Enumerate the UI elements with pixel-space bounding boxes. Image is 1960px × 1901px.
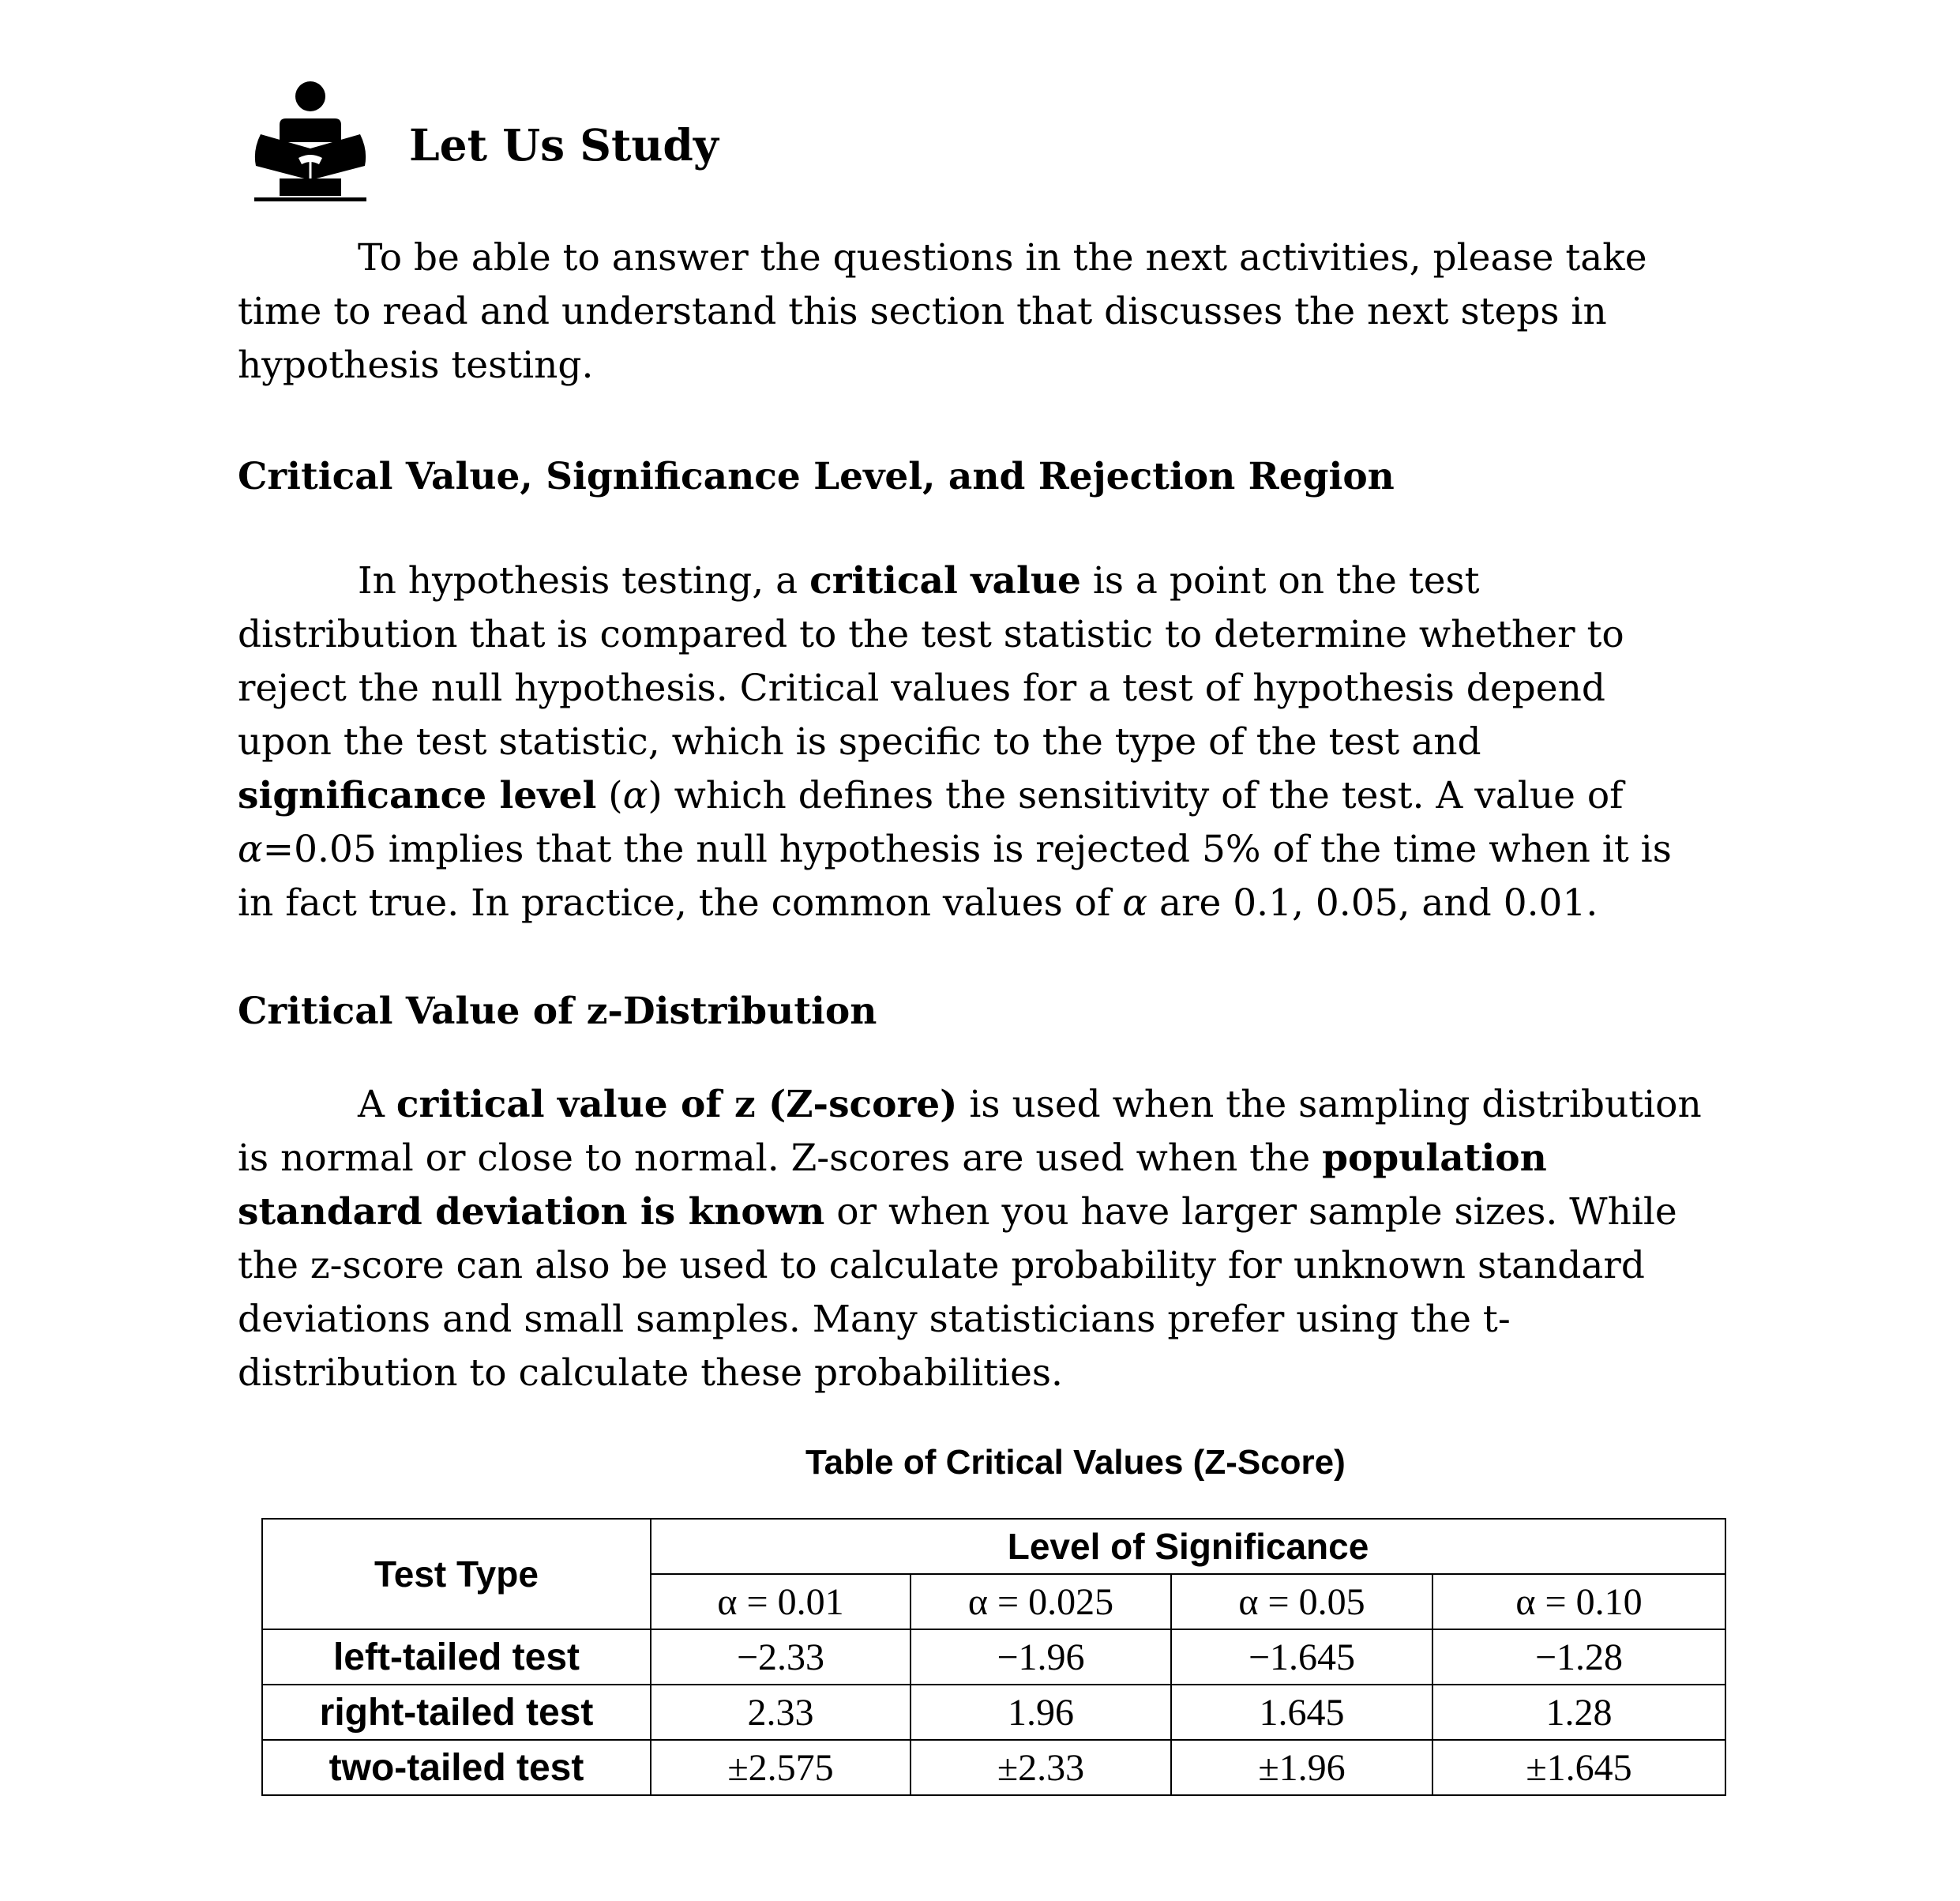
critical-value-paragraph	[238, 554, 1738, 930]
table-cell: −1.28	[1432, 1629, 1725, 1685]
term-critical-value: critical value	[809, 559, 1081, 603]
text: or when you have larger sample sizes. While	[824, 1190, 1677, 1234]
table-cell: ±2.33	[911, 1740, 1171, 1795]
term-significance-level: significance level	[238, 774, 597, 817]
table-row	[262, 1740, 1725, 1795]
table-cell: ±1.96	[1171, 1740, 1432, 1795]
intro-line: hypothesis testing.	[238, 344, 594, 387]
text: ) which defines the sensitivity of the test. A value of	[648, 774, 1624, 817]
text: (	[596, 774, 623, 817]
intro-line: To be able to answer the questions in the next activities, please take	[358, 236, 1647, 280]
table-cell: ±1.645	[1432, 1740, 1725, 1795]
term-sd-known: standard deviation is known	[238, 1190, 825, 1234]
alpha-symbol: α	[238, 828, 263, 871]
text: is a point on the test	[1080, 559, 1480, 603]
z-distribution-paragraph	[238, 1078, 1738, 1400]
row-label: left-tailed test	[262, 1629, 651, 1685]
text-line: the z-score can also be used to calculate probability for unknown standard	[238, 1244, 1645, 1287]
table-cell: 1.645	[1171, 1685, 1432, 1740]
text-line: deviations and small samples. Many statisticians prefer using the t-	[238, 1298, 1511, 1341]
table-row	[262, 1685, 1725, 1740]
alpha-header: α = 0.025	[911, 1574, 1171, 1629]
table-cell: 1.28	[1432, 1685, 1725, 1740]
text-line: distribution that is compared to the test statistic to determine whether to	[238, 613, 1624, 656]
text-line: distribution to calculate these probabilities.	[238, 1351, 1063, 1395]
alpha-symbol: α	[1122, 881, 1148, 925]
table-cell: 2.33	[651, 1685, 911, 1740]
table-cell: −1.645	[1171, 1629, 1432, 1685]
text-line: reject the null hypothesis. Critical values for a test of hypothesis depend	[238, 667, 1605, 710]
alpha-symbol: α	[622, 774, 648, 817]
text: is normal or close to normal. Z-scores are used when the	[238, 1136, 1323, 1180]
text: in fact true. In practice, the common values of	[238, 881, 1123, 925]
alpha-header: α = 0.10	[1432, 1574, 1725, 1629]
row-label: two-tailed test	[262, 1740, 651, 1795]
table-caption: Table of Critical Values (Z-Score)	[805, 1443, 1346, 1482]
text: =0.05 implies that the null hypothesis is rejected 5% of the time when it is	[262, 828, 1672, 871]
section-title: Let Us Study	[409, 119, 719, 171]
header-test-type: Test Type	[262, 1519, 651, 1629]
term-critical-value-z: critical value of z (Z-score)	[396, 1083, 958, 1126]
row-label: right-tailed test	[262, 1685, 651, 1740]
intro-line: time to read and understand this section that discusses the next steps in	[238, 290, 1607, 333]
table-cell: ±2.575	[651, 1740, 911, 1795]
intro-paragraph	[238, 231, 1738, 393]
text: are 0.1, 0.05, and 0.01.	[1147, 881, 1598, 925]
critical-values-table	[261, 1518, 1726, 1796]
table-cell: 1.96	[911, 1685, 1171, 1740]
term-population: population	[1322, 1136, 1547, 1180]
text-line: upon the test statistic, which is specific to the type of the test and	[238, 720, 1481, 764]
alpha-header: α = 0.05	[1171, 1574, 1432, 1629]
table-cell: −2.33	[651, 1629, 911, 1685]
header-level-of-significance: Level of Significance	[651, 1519, 1725, 1574]
table-cell: −1.96	[911, 1629, 1171, 1685]
heading-critical-value: Critical Value, Significance Level, and Rejection Region	[238, 455, 1395, 498]
text: In hypothesis testing, a	[358, 559, 810, 603]
text: is used when the sampling distribution	[957, 1083, 1702, 1126]
alpha-header: α = 0.01	[651, 1574, 911, 1629]
text: A	[358, 1083, 396, 1126]
table-row	[262, 1629, 1725, 1685]
heading-z-distribution: Critical Value of z-Distribution	[238, 990, 877, 1033]
reader-icon	[251, 79, 370, 205]
